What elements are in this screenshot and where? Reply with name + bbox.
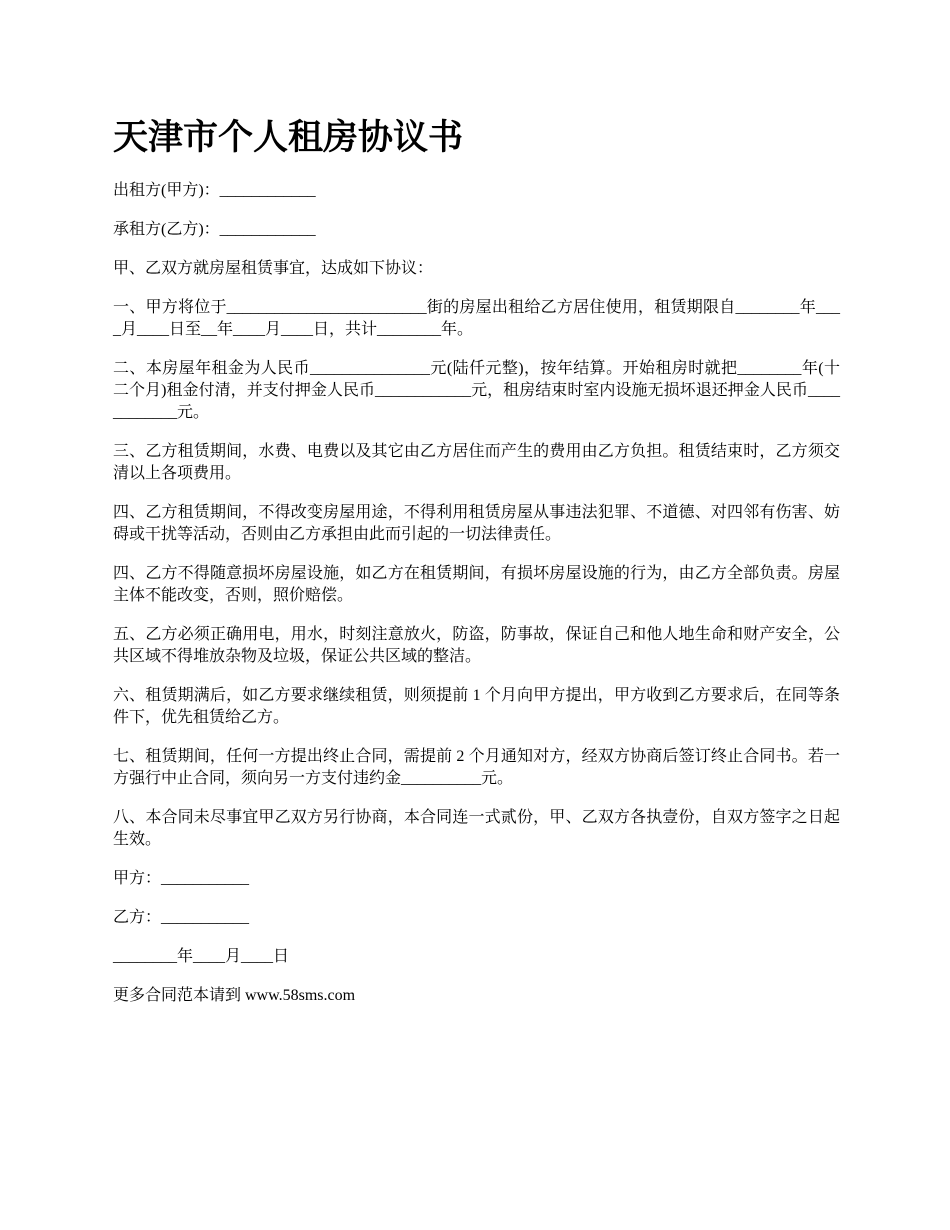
footer-note: 更多合同范本请到 www.58sms.com — [113, 987, 356, 1004]
document-page — [113, 110, 840, 1024]
clause-3-utilities: 三、乙方租赁期间，水费、电费以及其它由乙方居住而产生的费用由乙方负担。租赁结束时，乙方须交清以上各项费用。 — [113, 443, 840, 482]
lessee-line: 承租方(乙方)：____________ — [113, 221, 316, 238]
clause-5-safety: 五、乙方必须正确用电，用水，时刻注意放火，防盗，防事故，保证自己和他人地生命和财产安全，公共区域不得堆放杂物及垃圾，保证公共区域的整洁。 — [113, 626, 840, 665]
clause-4-damage: 四、乙方不得随意损坏房屋设施，如乙方在租赁期间，有损坏房屋设施的行为，由乙方全部负责。房屋主体不能改变，否则，照价赔偿。 — [113, 565, 840, 604]
lessor-line: 出租方(甲方)：____________ — [113, 182, 316, 199]
clause-2-rent-deposit: 二、本房屋年租金为人民币_______________元(陆仟元整)，按年结算。开始租房时就把________年(十二个月)租金付清，并支付押金人民币____________元，租房结束时室内设施无损坏退还押金人民币____________元。 — [113, 360, 840, 421]
agreement-intro: 甲、乙双方就房屋租赁事宜，达成如下协议： — [113, 260, 434, 277]
clause-8-effectiveness: 八、本合同未尽事宜甲乙双方另行协商，本合同连一式贰份，甲、乙双方各执壹份，自双方签字之日起生效。 — [113, 809, 840, 848]
clause-4-usage: 四、乙方租赁期间，不得改变房屋用途，不得利用租赁房屋从事违法犯罪、不道德、对四邻有伤害、妨碍或干扰等活动，否则由乙方承担由此而引起的一切法律责任。 — [113, 504, 840, 543]
party-b-signature: 乙方：___________ — [113, 909, 250, 926]
clause-1-property-term: 一、甲方将位于_________________________街的房屋出租给乙方居住使用，租赁期限自________年____月____日至__年____月____日，共计________年。 — [113, 299, 840, 338]
signing-date: ________年____月____日 — [113, 948, 290, 965]
clause-7-termination: 七、租赁期间，任何一方提出终止合同，需提前 2 个月通知对方，经双方协商后签订终止合同书。若一方强行中止合同，须向另一方支付违约金__________元。 — [113, 748, 840, 787]
party-a-signature: 甲方：___________ — [113, 870, 250, 887]
clause-6-renewal: 六、租赁期满后，如乙方要求继续租赁，则须提前 1 个月向甲方提出，甲方收到乙方要求后，在同等条件下，优先租赁给乙方。 — [113, 687, 840, 726]
document-title: 天津市个人租房协议书 — [113, 118, 464, 157]
